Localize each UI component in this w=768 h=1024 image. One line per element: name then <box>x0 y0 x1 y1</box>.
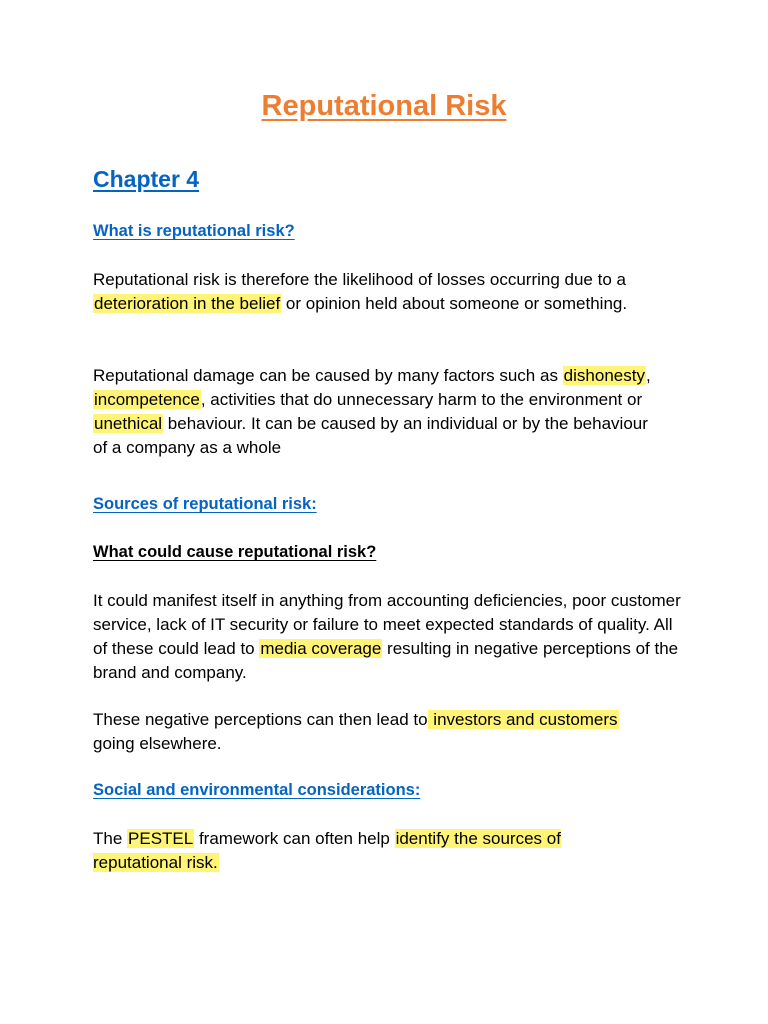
paragraph-text: resulting in negative perceptions of the brand and company. <box>93 639 679 682</box>
section-heading-what-is: What is reputational risk? <box>93 222 295 240</box>
paragraph-damage-causes <box>93 364 663 460</box>
paragraph-text: These negative perceptions can then lead to <box>93 710 428 729</box>
chapter-heading: Chapter 4 <box>93 166 200 192</box>
subheading-question: What could cause reputational risk? <box>93 543 377 561</box>
highlighted-phrase: identify the sources of reputational risk. <box>93 829 561 872</box>
paragraph-definition <box>93 268 678 316</box>
highlighted-phrase: investors and customers <box>428 710 618 729</box>
section-heading-social: Social and environmental considerations: <box>93 781 421 799</box>
section-heading-sources: Sources of reputational risk: <box>93 495 317 513</box>
highlighted-phrase: incompetence <box>94 390 200 409</box>
paragraph-consequences <box>93 708 693 756</box>
paragraph-pestel <box>93 827 633 875</box>
paragraph-text: or opinion held about someone or something. <box>281 294 628 313</box>
paragraph-text: going elsewhere. <box>93 734 222 753</box>
paragraph-text: behaviour. It can be caused by an individual or by the behaviour of a company as a whole <box>93 414 648 457</box>
paragraph-text: Reputational damage can be caused by many factors such as <box>93 366 563 385</box>
paragraph-text: , <box>645 366 651 385</box>
highlighted-phrase: PESTEL <box>128 829 194 848</box>
highlighted-phrase: unethical <box>94 414 163 433</box>
highlighted-phrase: deterioration in the belief <box>94 294 281 313</box>
highlighted-phrase: media coverage <box>260 639 382 658</box>
paragraph-text: framework can often help <box>194 829 395 848</box>
paragraph-text: Reputational risk is therefore the likelihood of losses occurring due to a <box>93 270 626 289</box>
paragraph-text: , activities that do unnecessary harm to the environment or <box>200 390 643 409</box>
paragraph-text: It could manifest itself in anything from accounting deficiencies, poor customer service, lack of IT security or failure to meet expected standards of quality. All of these could lead to <box>93 591 681 658</box>
paragraph-manifestations <box>93 589 683 685</box>
document-title: Reputational Risk <box>261 90 507 122</box>
highlighted-phrase: dishonesty <box>563 366 645 385</box>
paragraph-text: The <box>93 829 128 848</box>
